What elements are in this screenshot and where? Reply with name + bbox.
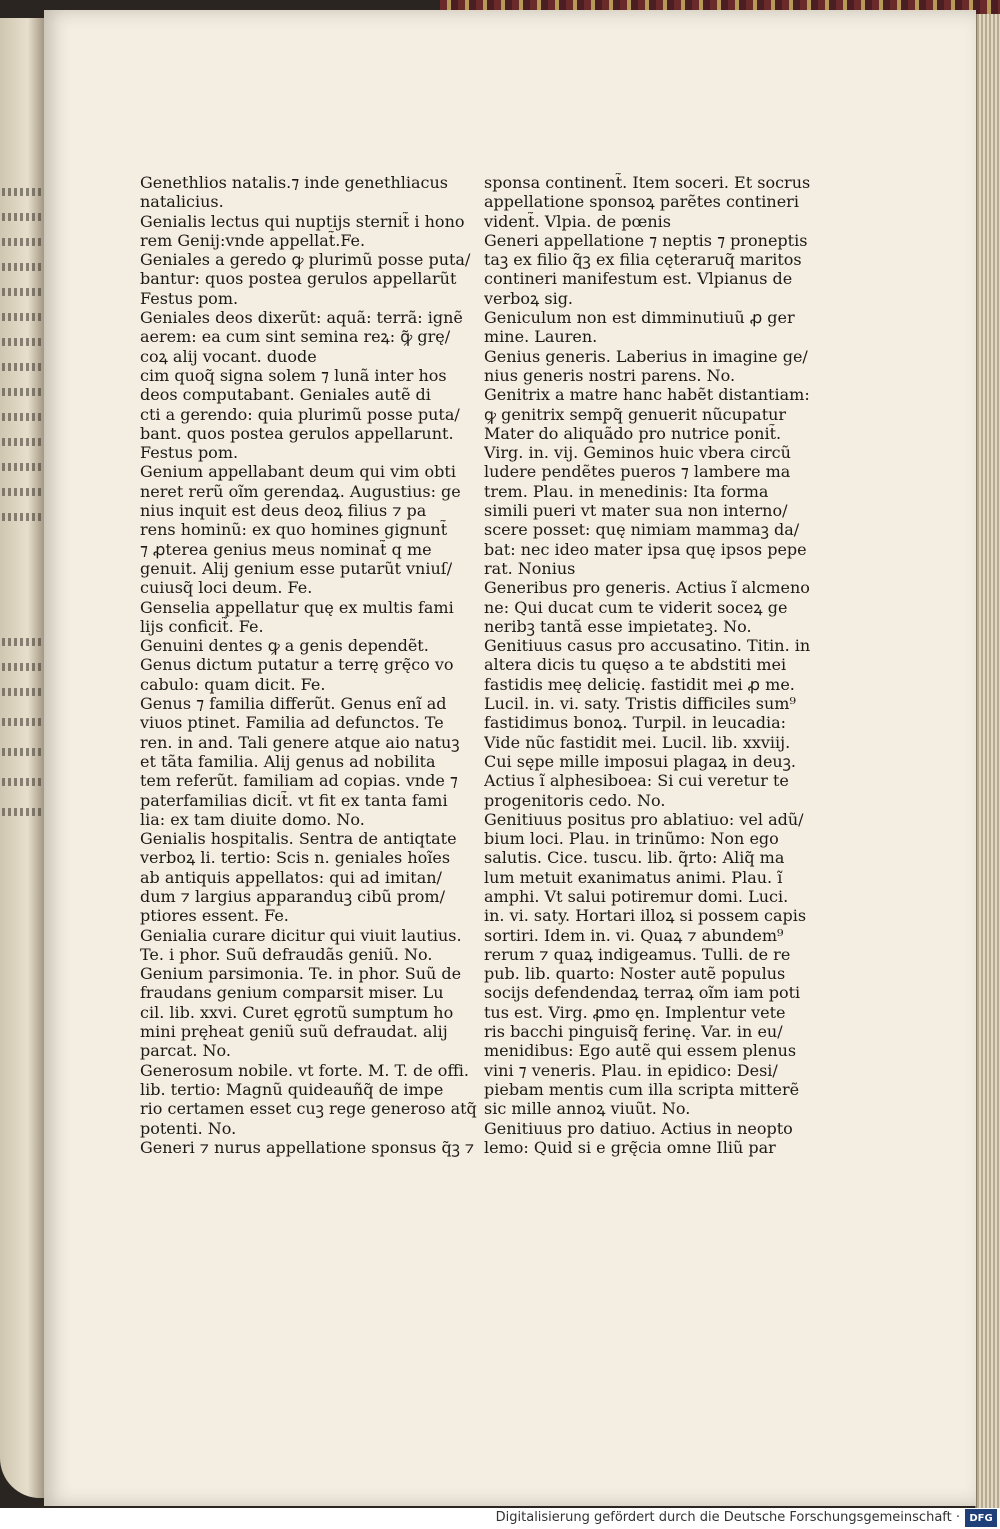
- text-line: vident̃. Vlpia. de pœnis: [484, 211, 672, 231]
- text-line: Genus ⁊ familia differũt. Genus enĩ ad: [140, 694, 447, 714]
- text-line: socijs defendendaꝝ terraꝝ oĩm iam poti: [484, 983, 801, 1003]
- text-line: Festus pom.: [140, 443, 239, 463]
- text-line: Genitiuus casus pro accusatino. Titin. in: [484, 636, 811, 656]
- text-line: paterfamilias dicit̃. vt fit ex tanta fami: [140, 790, 448, 810]
- text-line: sortiri. Idem in. vi. Quaꝝ ⁊ abundem⁹: [484, 925, 784, 945]
- text-line: amphi. Vt salui potiremur domi. Luci.: [484, 886, 789, 906]
- text-line: ab antiquis appellatos: qui ad imitan/: [140, 867, 442, 887]
- text-line: Vide nũc fastidit mei. Lucil. lib. xxviij.: [484, 732, 791, 752]
- text-line: rens hominũ: ex quo homines gignunt̃: [140, 520, 448, 540]
- text-line: Genselia appellatur quę ex multis fami: [140, 597, 454, 617]
- text-line: lia: ex tam diuite domo. No.: [140, 809, 365, 829]
- text-line: rio certamen esset cuꝫ rege generoso atq̃: [140, 1099, 477, 1119]
- text-line: et tãta familia. Alij genus ad nobilita: [140, 751, 436, 771]
- text-line: ludere pendẽtes pueros ⁊ lambere ma: [484, 462, 791, 482]
- printed-page: [44, 10, 976, 1506]
- text-line: bat: nec ideo mater ipsa quę ipsos pepe: [484, 539, 807, 559]
- text-line: Genialia curare dicitur qui viuit lautius.: [140, 925, 462, 945]
- text-line: taꝫ ex filio q̃ꝫ ex filia cęteraruq̃ maritos: [484, 250, 802, 270]
- text-line: trem. Plau. in menedinis: Ita forma: [484, 481, 769, 501]
- text-line: progenitoris cedo. No.: [484, 790, 666, 810]
- text-line: Genethlios natalis.⁊ inde genethliacus: [140, 173, 448, 192]
- text-line: dum ⁊ largius apparanduꝫ cibũ prom/: [140, 886, 445, 906]
- text-line: Genus dictum putatur a terrę grę̃co vo: [140, 655, 454, 675]
- right-text-column: [484, 173, 810, 1157]
- text-line: menidibus: Ego autẽ qui essem plenus: [484, 1041, 797, 1061]
- dfg-logo: DFG: [965, 1509, 997, 1527]
- text-line: Actius ĩ alphesiboea: Si cui veretur te: [484, 771, 789, 791]
- text-line: verboꝝ li. tertio: Scis n. geniales hoĩes: [140, 848, 451, 868]
- text-line: tem referũt. familiam ad copias. vnde ⁊: [140, 771, 458, 791]
- text-line: mini pręheat geniũ suũ defraudat. alij: [140, 1022, 448, 1042]
- text-line: Geniales a geredo ꝙ plurimũ posse puta/: [140, 250, 471, 270]
- text-line: simili pueri vt mater sua non interno/: [484, 501, 788, 521]
- text-line: lum metuit exanimatus animi. Plau. ĩ: [484, 867, 783, 887]
- text-line: ne: Qui ducat cum te viderit soceꝝ ge: [484, 597, 788, 617]
- text-line: tus est. Virg. ꝓmo ęn. Implentur vete: [484, 1002, 786, 1022]
- text-line: fraudans genium comparsit miser. Lu: [140, 983, 444, 1003]
- text-line: salutis. Cice. tuscu. lib. q̃rto: Aliq̃ ma: [484, 848, 785, 868]
- text-line: Genitiuus pro datiuo. Actius in neopto: [484, 1118, 793, 1138]
- text-line: cti a gerendo: quia plurimũ posse puta/: [140, 404, 460, 424]
- text-line: sic mille annoꝝ viuũt. No.: [484, 1099, 691, 1119]
- text-line: Generosum nobile. vt forte. M. T. de offi.: [140, 1060, 470, 1080]
- text-line: lib. tertio: Magnũ quideauñq̃ de impe: [140, 1079, 444, 1099]
- text-line: Mater do aliquãdo pro nutrice ponit̃.: [484, 423, 782, 443]
- text-line: contineri manifestum est. Vlpianus de: [484, 269, 793, 289]
- text-line: Genuini dentes ꝙ a genis dependẽt.: [140, 636, 429, 656]
- text-line: Generi appellatione ⁊ neptis ⁊ proneptis: [484, 230, 808, 250]
- text-line: neret rerũ oĩm gerendaꝝ. Augustius: ge: [140, 481, 461, 501]
- text-line: Virg. in. vij. Geminos huic vbera circũ: [484, 443, 791, 463]
- text-line: vini ⁊ veneris. Plau. in epidico: Desi/: [484, 1060, 778, 1080]
- text-line: Generibus pro generis. Actius ĩ alcmeno: [484, 578, 810, 598]
- text-line: rerum ⁊ quaꝝ indigeamus. Tulli. de re: [484, 944, 791, 964]
- footer-band: [0, 1508, 1000, 1529]
- text-line: Lucil. in. vi. saty. Tristis difficiles sum⁹: [484, 694, 796, 714]
- text-line: viuos ptinet. Familia ad defunctos. Te: [140, 713, 444, 733]
- text-line: Genitiuus positus pro ablatiuo: vel adũ/: [484, 809, 804, 829]
- text-line: Te. i phor. Suũ defraudãs geniũ. No.: [140, 944, 433, 964]
- text-line: aerem: ea cum sint semina reꝝ: ꝙ̃ grę/: [140, 327, 451, 347]
- text-line: piebam mentis cum illa scripta mitterẽ: [484, 1079, 800, 1099]
- text-line: parcat. No.: [140, 1041, 231, 1061]
- text-line: Generi ⁊ nurus appellatione sponsus q̃ꝫ ⁊: [140, 1137, 475, 1157]
- text-line: lijs conficit̃. Fe.: [140, 616, 264, 636]
- text-line: neribꝫ tantã esse impietateꝫ. No.: [484, 616, 752, 636]
- facing-page-edge: [0, 18, 46, 1498]
- text-line: Festus pom.: [140, 288, 239, 308]
- text-line: in. vi. saty. Hortari illoꝝ si possem capis: [484, 906, 807, 926]
- text-line: bant. quos postea gerulos appellarunt.: [140, 423, 454, 443]
- text-line: bium loci. Plau. in trinũmo: Non ego: [484, 829, 779, 849]
- text-line: mine. Lauren.: [484, 327, 598, 347]
- text-line: nius generis nostri parens. No.: [484, 365, 736, 385]
- text-line: genuit. Alij genium esse putarũt vniuſ/: [140, 558, 453, 578]
- text-line: Geniculum non est dimminutiuũ ꝓ ger: [484, 308, 795, 328]
- text-line: fastidimus bonoꝝ. Turpil. in leucadia:: [484, 713, 787, 733]
- text-line: ren. in and. Tali genere atque aio natuꝫ: [140, 732, 460, 752]
- text-line: cabulo: quam dicit. Fe.: [140, 674, 326, 694]
- text-line: ris bacchi pinguisq̃ ferinę. Var. in eu/: [484, 1022, 783, 1042]
- text-line: bantur: quos postea gerulos appellarũt: [140, 269, 457, 289]
- text-line: deos computabant. Geniales autẽ di: [140, 385, 431, 405]
- text-line: altera dicis tu quęso a te abdstiti mei: [484, 655, 787, 675]
- text-line: rem Genij:vnde appellat̃.Fe.: [140, 230, 366, 250]
- text-line: scere posset: quę nimiam mammaꝫ da/: [484, 520, 800, 540]
- text-line: Genialis lectus qui nuptijs sternit̃ i hono: [140, 211, 465, 231]
- page-fore-edge: [975, 14, 1000, 1508]
- text-line: natalicius.: [140, 192, 224, 212]
- text-line: ptiores essent. Fe.: [140, 906, 289, 926]
- text-line: Geniales deos dixerũt: aquã: terrã: ignẽ: [140, 308, 463, 328]
- text-line: appellatione sponsoꝝ parẽtes contineri: [484, 192, 799, 212]
- text-line: Genialis hospitalis. Sentra de antiqtate: [140, 829, 457, 849]
- text-line: ⁊ ꝓterea genius meus nominat̃ q me: [140, 539, 432, 559]
- text-line: Genitrix a matre hanc habẽt distantiam:: [484, 385, 810, 405]
- text-line: potenti. No.: [140, 1118, 237, 1138]
- text-line: rat. Nonius: [484, 558, 576, 578]
- text-line: cil. lib. xxvi. Curet ęgrotũ sumptum ho: [140, 1002, 454, 1022]
- text-line: Cui sępe mille imposui plagaꝝ in deuꝫ.: [484, 751, 796, 771]
- funding-note: Digitalisierung gefördert durch die Deutsche Forschungsgemeinschaft ·: [495, 1510, 960, 1525]
- text-line: Genium parsimonia. Te. in phor. Suũ de: [140, 964, 462, 984]
- text-line: cuiusq̃ loci deum. Fe.: [140, 578, 313, 598]
- text-line: ꝙ genitrix sempq̃ genuerit nũcupatur: [484, 404, 787, 424]
- text-line: pub. lib. quarto: Noster autẽ populus: [484, 964, 786, 984]
- text-line: nius inquit est deus deoꝝ filius ⁊ pa: [140, 501, 427, 521]
- text-line: Genium appellabant deum qui vim obti: [140, 462, 456, 482]
- text-line: fastidis meę delicię. fastidit mei ꝓ me.: [484, 674, 795, 694]
- text-line: coꝝ alij vocant. duode: [140, 346, 317, 366]
- text-line: Genius generis. Laberius in imagine ge/: [484, 346, 808, 366]
- text-line: verboꝝ sig.: [484, 288, 574, 308]
- text-line: cim quoq̃ signa solem ⁊ lunã inter hos: [140, 365, 447, 385]
- text-line: sponsa continent̃. Item soceri. Et socrus: [484, 173, 811, 192]
- text-line: lemo: Quid si e grę̃cia omne Iliũ par: [484, 1137, 776, 1157]
- left-text-column: [140, 173, 477, 1157]
